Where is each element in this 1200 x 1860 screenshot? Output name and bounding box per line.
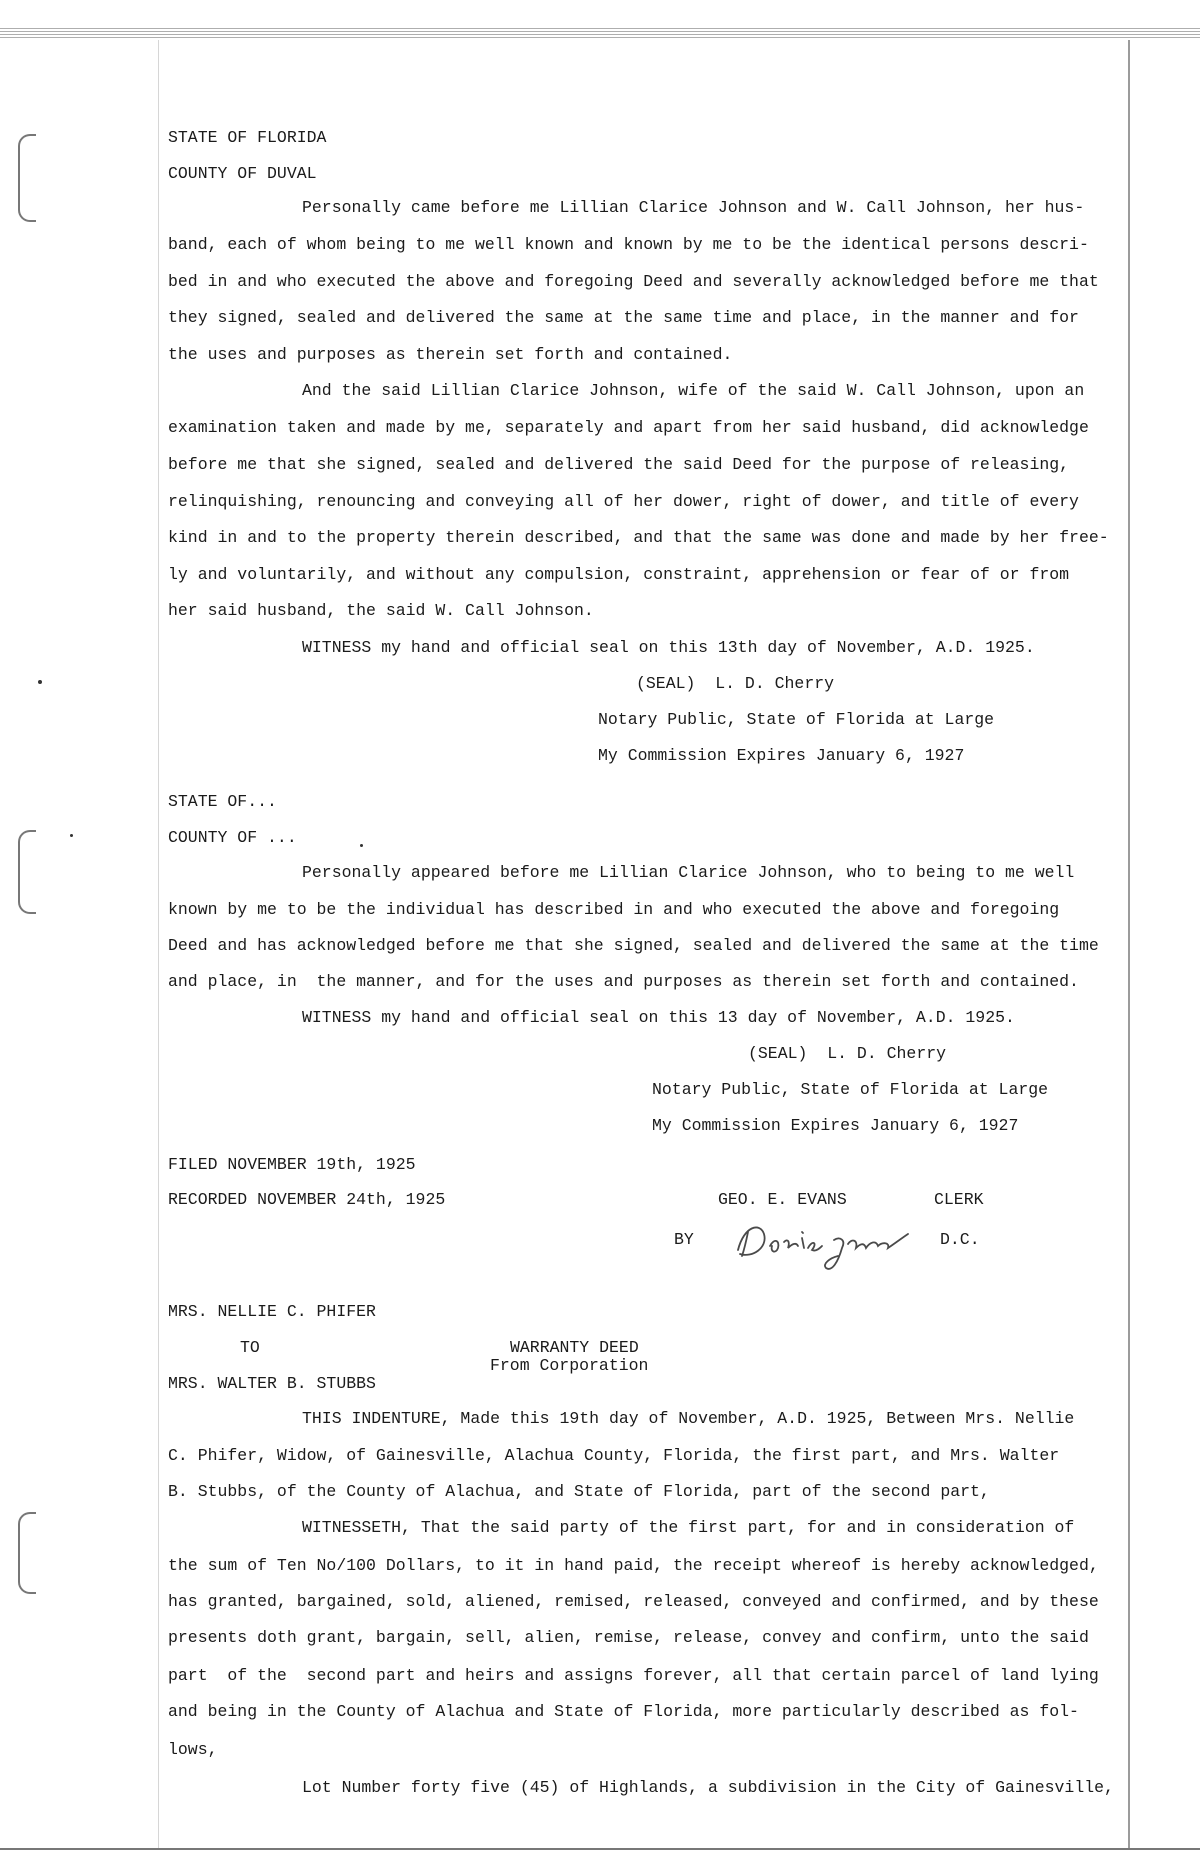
deed-to: TO [240, 1338, 260, 1357]
deed-grantor: MRS. NELLIE C. PHIFER [168, 1302, 376, 1321]
by-label: BY [674, 1230, 694, 1249]
ack1-commission: My Commission Expires January 6, 1927 [598, 746, 965, 765]
clerk-title: CLERK [934, 1190, 984, 1209]
ack1-para1-line: band, each of whom being to me well known and known by me to be the identical persons descri- [168, 235, 1089, 254]
deed-para2-line: has granted, bargained, sold, aliened, remised, released, conveyed and confirmed, and by these [168, 1592, 1099, 1611]
ack1-state: STATE OF FLORIDA [168, 128, 327, 147]
ack1-para1-line: they signed, sealed and delivered the same at the same time and place, in the manner and for [168, 308, 1079, 327]
filed-date: FILED NOVEMBER 19th, 1925 [168, 1155, 416, 1174]
ack1-seal: (SEAL) L. D. Cherry [636, 674, 835, 693]
deed-para2-line: lows, [168, 1740, 218, 1759]
clerk-name: GEO. E. EVANS [718, 1190, 847, 1209]
deputy-clerk-signature [730, 1208, 920, 1278]
deed-para1-line: C. Phifer, Widow, of Gainesville, Alachua County, Florida, the first part, and Mrs. Walter [168, 1446, 1060, 1465]
recorded-date: RECORDED NOVEMBER 24th, 1925 [168, 1190, 446, 1209]
ack1-county: COUNTY OF DUVAL [168, 164, 317, 183]
ack2-para-line: Personally appeared before me Lillian Clarice Johnson, who to being to me well [302, 863, 1075, 882]
ack1-para1-line: the uses and purposes as therein set forth and contained. [168, 345, 733, 364]
ack1-para1-line: bed in and who executed the above and foregoing Deed and severally acknowledged before me that [168, 272, 1099, 291]
deed-para2-line: presents doth grant, bargain, sell, alien, remise, release, convey and confirm, unto the said [168, 1628, 1089, 1647]
ack1-para2-line: And the said Lillian Clarice Johnson, wife of the said W. Call Johnson, upon an [302, 381, 1085, 400]
ack1-para2-line: ly and voluntarily, and without any compulsion, constraint, apprehension or fear of or from [168, 565, 1070, 584]
ack1-para2-line: kind in and to the property therein described, and that the same was done and made by her free- [168, 528, 1109, 547]
ack1-para2-line: relinquishing, renouncing and conveying all of her dower, right of dower, and title of every [168, 492, 1079, 511]
deputy-clerk-label: D.C. [940, 1230, 980, 1249]
ack2-state: STATE OF... [168, 792, 277, 811]
deed-para1-line: B. Stubbs, of the County of Alachua, and State of Florida, part of the second part, [168, 1482, 990, 1501]
deed-para3: Lot Number forty five (45) of Highlands, a subdivision in the City of Gainesville, [302, 1778, 1114, 1797]
ack2-county: COUNTY OF ... [168, 828, 297, 847]
deed-title: WARRANTY DEED [510, 1338, 639, 1357]
ack1-para2-line: her said husband, the said W. Call Johnson. [168, 601, 594, 620]
ack2-para-line: known by me to be the individual has described in and who executed the above and foregoing [168, 900, 1060, 919]
ack2-witness: WITNESS my hand and official seal on this 13 day of November, A.D. 1925. [302, 1008, 1015, 1027]
ack1-witness: WITNESS my hand and official seal on this 13th day of November, A.D. 1925. [302, 638, 1035, 657]
deed-para2-line: part of the second part and heirs and assigns forever, all that certain parcel of land lying [168, 1666, 1099, 1685]
ack1-notary: Notary Public, State of Florida at Large [598, 710, 995, 729]
deed-para2-line: the sum of Ten No/100 Dollars, to it in hand paid, the receipt whereof is hereby acknowledged, [168, 1556, 1099, 1575]
ack2-para-line: and place, in the manner, and for the uses and purposes as therein set forth and contained. [168, 972, 1079, 991]
ack1-para2-line: examination taken and made by me, separately and apart from her said husband, did acknowledge [168, 418, 1089, 437]
deed-para2-line: WITNESSETH, That the said party of the first part, for and in consideration of [302, 1518, 1075, 1537]
ack2-para-line: Deed and has acknowledged before me that she signed, sealed and delivered the same at the time [168, 936, 1099, 955]
deed-subtitle: From Corporation [490, 1356, 649, 1375]
deed-para1-line: THIS INDENTURE, Made this 19th day of November, A.D. 1925, Between Mrs. Nellie [302, 1409, 1075, 1428]
ack2-commission: My Commission Expires January 6, 1927 [652, 1116, 1019, 1135]
ack1-para1-line: Personally came before me Lillian Clarice Johnson and W. Call Johnson, her hus- [302, 198, 1085, 217]
deed-para2-line: and being in the County of Alachua and State of Florida, more particularly described as fol- [168, 1702, 1079, 1721]
ack2-seal: (SEAL) L. D. Cherry [748, 1044, 947, 1063]
ack2-notary: Notary Public, State of Florida at Large [652, 1080, 1049, 1099]
ack1-para2-line: before me that she signed, sealed and delivered the said Deed for the purpose of releasing, [168, 455, 1070, 474]
deed-grantee: MRS. WALTER B. STUBBS [168, 1374, 376, 1393]
